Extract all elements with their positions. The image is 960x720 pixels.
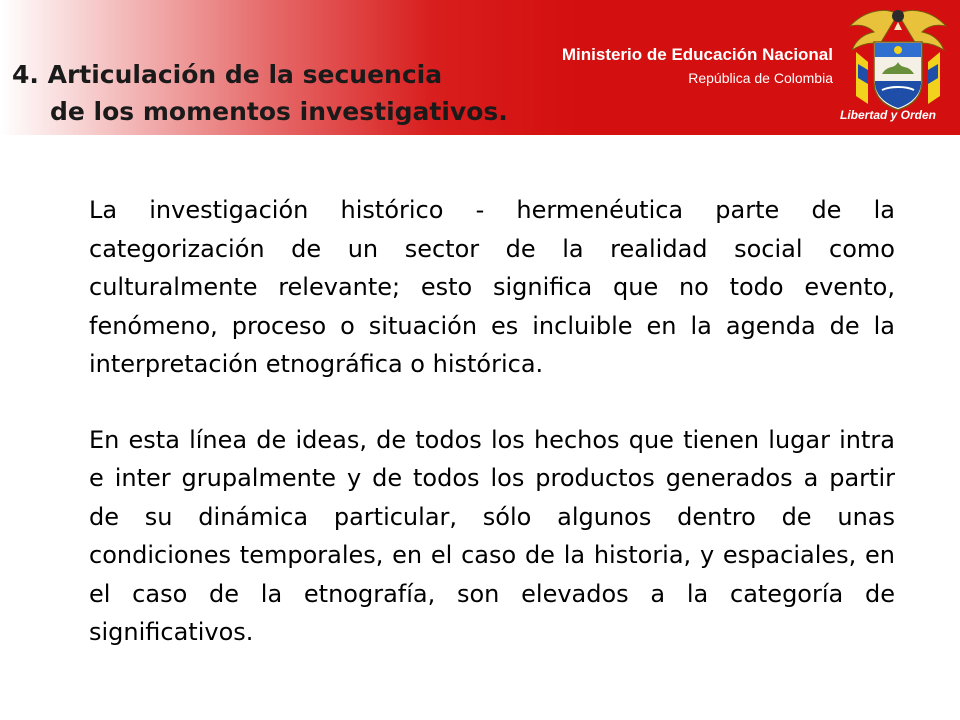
- ministry-branding: [562, 44, 833, 88]
- country-name: República de Colombia: [688, 70, 833, 86]
- body-paragraph-2: En esta línea de ideas, de todos los hechos que tienen lugar intra e inter grupalmente y de todos los productos generados a partir de su dinámica particular, sólo algunos dentro de unas condiciones temporales, en el caso de la historia, y espaciales, en el caso de la etnografía, son elevados a la categoría de significativos.: [89, 425, 895, 646]
- crest-motto: Libertad y Orden: [839, 108, 937, 122]
- body-paragraph-1: La investigación histórico - hermenéutica parte de la categorización de un sector de la realidad social como culturalmente relevante; esto significa que no todo evento, fenómeno, proceso o situación es incluible en la agenda de la interpretación etnográfica o histórica.: [89, 196, 895, 378]
- slide-title: [12, 56, 508, 130]
- slide-title-line2: de los momentos investigativos.: [50, 97, 508, 126]
- slide-title-line1: 4. Articulación de la secuencia: [12, 60, 443, 89]
- ministry-name: Ministerio de Educación Nacional: [561, 45, 833, 64]
- slide-body: [89, 191, 895, 652]
